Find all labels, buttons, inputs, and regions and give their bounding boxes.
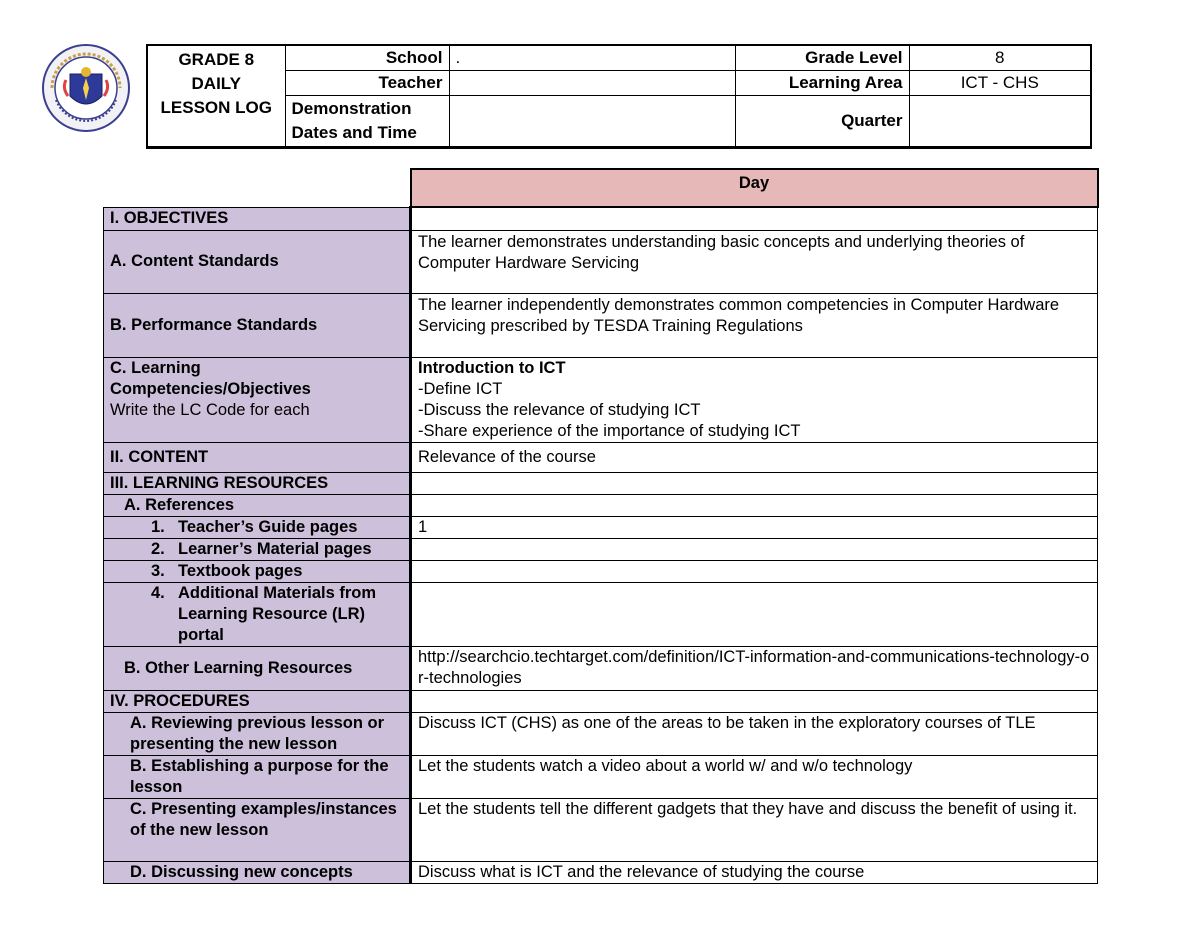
teachers-guide-label: [104, 516, 411, 538]
deped-seal-icon: [40, 44, 132, 132]
content-label: II. CONTENT: [104, 442, 411, 472]
demo-label-line: Demonstration: [291, 99, 412, 118]
content-value: Relevance of the course: [411, 442, 1098, 472]
establishing-purpose-label: B. Establishing a purpose for the lesson: [104, 755, 411, 798]
lc-label-note: Write the LC Code for each: [110, 400, 310, 419]
discussing-concepts-label: D. Discussing new concepts: [104, 861, 411, 883]
item-label: Additional Materials from Learning Resource (LR) portal: [178, 583, 377, 644]
item-number: 1.: [151, 517, 165, 536]
references-value: [411, 494, 1098, 516]
lc-item: -Share experience of the importance of studying ICT: [418, 421, 801, 440]
establishing-purpose-value: Let the students watch a video about a world w/ and w/o technology: [411, 755, 1098, 798]
textbook-pages-label: [104, 560, 411, 582]
quarter-value: [909, 96, 1091, 148]
learners-material-label: [104, 538, 411, 560]
reviewing-lesson-value: Discuss ICT (CHS) as one of the areas to be taken in the exploratory courses of TLE: [411, 712, 1098, 755]
school-value: .: [449, 45, 735, 71]
objectives-heading: I. OBJECTIVES: [104, 207, 411, 230]
other-learning-resources-value: http://searchcio.techtarget.com/definition/ICT-information-and-communications-technology-or-technologies: [411, 646, 1098, 690]
school-label: School: [285, 45, 449, 71]
additional-materials-value: [411, 582, 1098, 646]
procedures-value: [411, 690, 1098, 712]
demo-label-line: Dates and Time: [291, 123, 417, 142]
lc-item: -Discuss the relevance of studying ICT: [418, 400, 701, 419]
textbook-pages-value: [411, 560, 1098, 582]
teachers-guide-value: 1: [411, 516, 1098, 538]
content-standards-label: A. Content Standards: [104, 230, 411, 293]
grade-level-value: 8: [909, 45, 1091, 71]
objectives-value: [411, 207, 1098, 230]
teacher-label: Teacher: [285, 71, 449, 96]
item-number: 3.: [151, 561, 165, 580]
item-number: 4.: [151, 583, 165, 602]
grade-level-label: Grade Level: [735, 45, 909, 71]
item-number: 2.: [151, 539, 165, 558]
lc-label-line: Competencies/Objectives: [110, 379, 311, 398]
learners-material-value: [411, 538, 1098, 560]
additional-materials-label: [104, 582, 411, 646]
performance-standards-value: The learner independently demonstrates common competencies in Computer Hardware Servicing prescribed by TESDA Training Regulations: [411, 293, 1098, 357]
learning-competencies-label: [104, 357, 411, 442]
header-table: [146, 44, 1092, 149]
procedures-label: IV. PROCEDURES: [104, 690, 411, 712]
references-label: A. References: [104, 494, 411, 516]
item-label: Learner’s Material pages: [178, 539, 372, 558]
lc-item: -Define ICT: [418, 379, 503, 398]
lesson-log-title: [147, 45, 285, 148]
lc-label-line: C. Learning: [110, 358, 201, 377]
item-label: Textbook pages: [178, 561, 303, 580]
teacher-value: [449, 71, 735, 96]
title-line: LESSON LOG: [160, 98, 272, 117]
content-standards-value: The learner demonstrates understanding basic concepts and underlying theories of Computer Hardware Servicing: [411, 230, 1098, 293]
day-header: Day: [411, 169, 1098, 207]
performance-standards-label: B. Performance Standards: [104, 293, 411, 357]
lc-title: Introduction to ICT: [418, 358, 566, 377]
learning-area-value: ICT - CHS: [909, 71, 1091, 96]
title-line: GRADE 8: [178, 50, 255, 69]
other-learning-resources-label: B. Other Learning Resources: [104, 646, 411, 690]
demo-dates-label: [285, 96, 449, 148]
discussing-concepts-value: Discuss what is ICT and the relevance of studying the course: [411, 861, 1098, 883]
title-line: DAILY: [191, 74, 241, 93]
reviewing-lesson-label: A. Reviewing previous lesson or presenting the new lesson: [104, 712, 411, 755]
presenting-examples-label: C. Presenting examples/instances of the new lesson: [104, 798, 411, 861]
quarter-label: Quarter: [735, 96, 909, 148]
item-label: Teacher’s Guide pages: [178, 517, 358, 536]
learning-resources-value: [411, 472, 1098, 494]
learning-resources-label: III. LEARNING RESOURCES: [104, 472, 411, 494]
lesson-log-table: [103, 168, 1099, 884]
learning-competencies-value: [411, 357, 1098, 442]
blank-cell: [104, 169, 411, 207]
demo-dates-value: [449, 96, 735, 148]
presenting-examples-value: Let the students tell the different gadgets that they have and discuss the benefit of using it.: [411, 798, 1098, 861]
learning-area-label: Learning Area: [735, 71, 909, 96]
